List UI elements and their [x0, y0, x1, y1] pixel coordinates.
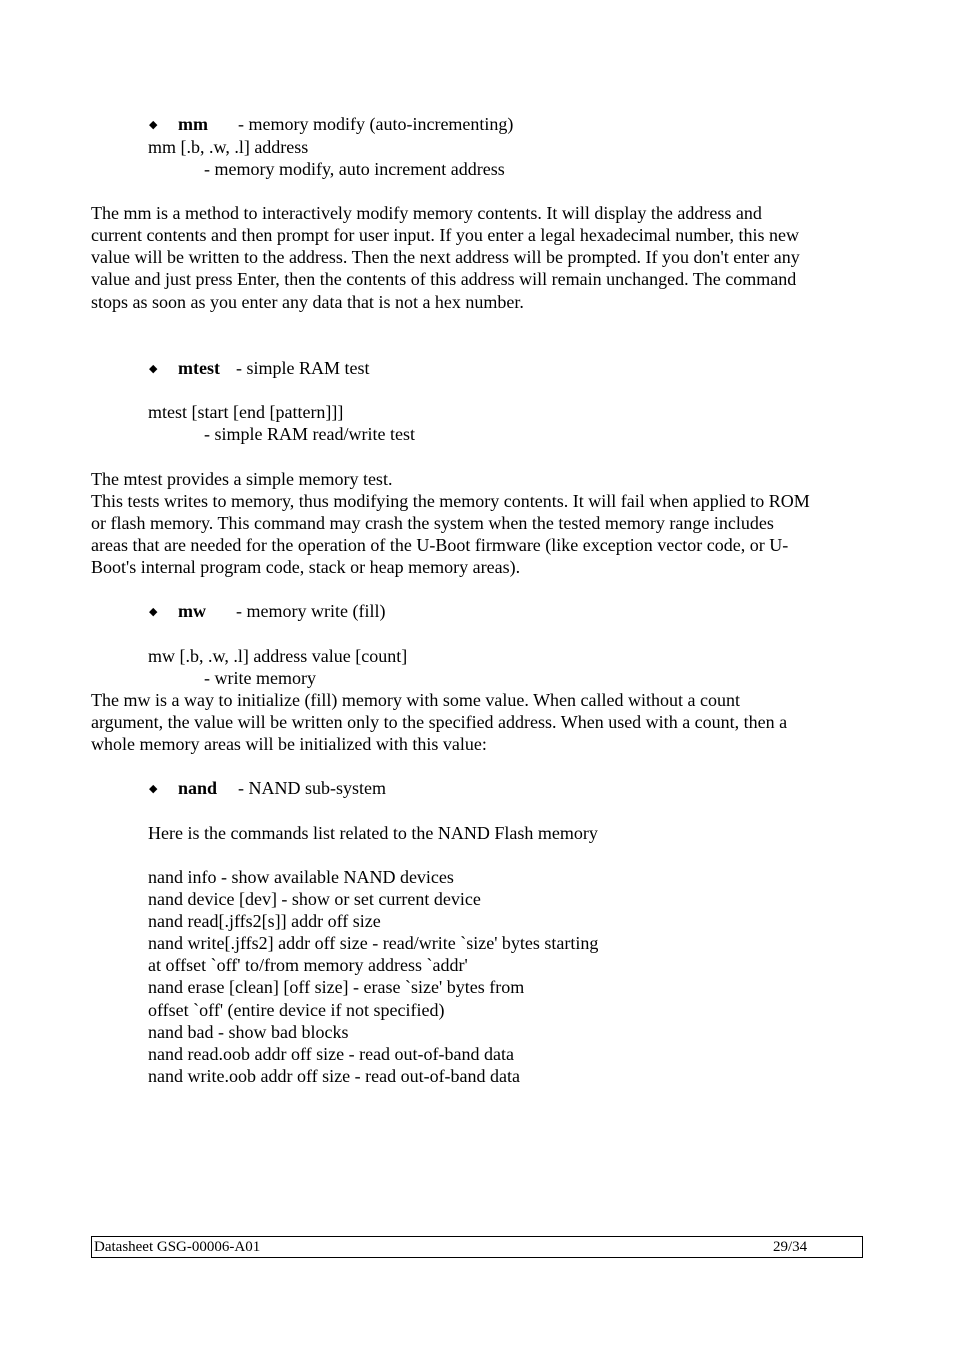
nand-command-line: nand bad - show bad blocks — [148, 1022, 349, 1042]
command-name-mm: mm — [178, 114, 208, 134]
paragraph-line: The mm is a method to interactively modify memory contents. It will display the address and — [91, 203, 762, 223]
usage-mm: mm [.b, .w, .l] address — [148, 137, 309, 157]
paragraph-line: This tests writes to memory, thus modifying the memory contents. It will fail when applied to ROM — [91, 491, 810, 511]
nand-command-line: nand erase [clean] [off size] - erase `size' bytes from — [148, 977, 525, 997]
command-desc-mw: - memory write (fill) — [236, 601, 386, 621]
nand-command-line: at offset `off' to/from memory address `addr' — [148, 955, 468, 975]
paragraph-line: Boot's internal program code, stack or heap memory areas). — [91, 557, 521, 577]
usage-desc-mw: - write memory — [204, 668, 316, 688]
command-name-nand: nand — [178, 778, 218, 798]
command-desc-mtest: - simple RAM test — [236, 358, 370, 378]
nand-command-line: nand read.oob addr off size - read out-of-band data — [148, 1044, 515, 1064]
usage-desc-mtest: - simple RAM read/write test — [204, 424, 415, 444]
nand-command-line: offset `off' (entire device if not specified) — [148, 1000, 445, 1020]
paragraph-line: whole memory areas will be initialized with this value: — [91, 734, 487, 754]
bullet-icon: ◆ — [149, 606, 158, 618]
nand-command-line: nand read[.jffs2[s]] addr off size — [148, 911, 381, 931]
paragraph-line: argument, the value will be written only to the specified address. When used with a count, then a — [91, 712, 788, 732]
paragraph-line: areas that are needed for the operation of the U-Boot firmware (like exception vector code, or U- — [91, 535, 789, 555]
usage-mtest: mtest [start [end [pattern]]] — [148, 402, 344, 422]
nand-command-line: nand write[.jffs2] addr off size - read/write `size' bytes starting — [148, 933, 599, 953]
paragraph-line: value will be written to the address. Then the next address will be prompted. If you don't enter any — [91, 247, 800, 267]
paragraph-line: or flash memory. This command may crash the system when the tested memory range includes — [91, 513, 774, 533]
usage-mw: mw [.b, .w, .l] address value [count] — [148, 646, 408, 666]
bullet-icon: ◆ — [149, 783, 158, 795]
bullet-icon: ◆ — [149, 119, 158, 131]
command-desc-mm: - memory modify (auto-incrementing) — [238, 114, 514, 134]
footer-doc-id: Datasheet GSG-00006-A01 — [94, 1239, 261, 1255]
paragraph-line: current contents and then prompt for user input. If you enter a legal hexadecimal number, this new — [91, 225, 800, 245]
paragraph-line: The mw is a way to initialize (fill) memory with some value. When called without a count — [91, 690, 740, 710]
nand-intro: Here is the commands list related to the NAND Flash memory — [148, 823, 598, 843]
footer-page-number: 29/34 — [773, 1239, 808, 1255]
paragraph-line: value and just press Enter, then the contents of this address will remain unchanged. The command — [91, 269, 797, 289]
paragraph-line: stops as soon as you enter any data that is not a hex number. — [91, 292, 524, 312]
nand-command-line: nand info - show available NAND devices — [148, 867, 454, 887]
nand-command-line: nand write.oob addr off size - read out-of-band data — [148, 1066, 521, 1086]
paragraph-line: The mtest provides a simple memory test. — [91, 469, 393, 489]
command-name-mtest: mtest — [178, 358, 220, 378]
command-desc-nand: - NAND sub-system — [238, 778, 386, 798]
command-name-mw: mw — [178, 601, 206, 621]
bullet-icon: ◆ — [149, 363, 158, 375]
page-footer — [91, 1236, 863, 1258]
nand-command-line: nand device [dev] - show or set current device — [148, 889, 481, 909]
usage-desc-mm: - memory modify, auto increment address — [204, 159, 505, 179]
